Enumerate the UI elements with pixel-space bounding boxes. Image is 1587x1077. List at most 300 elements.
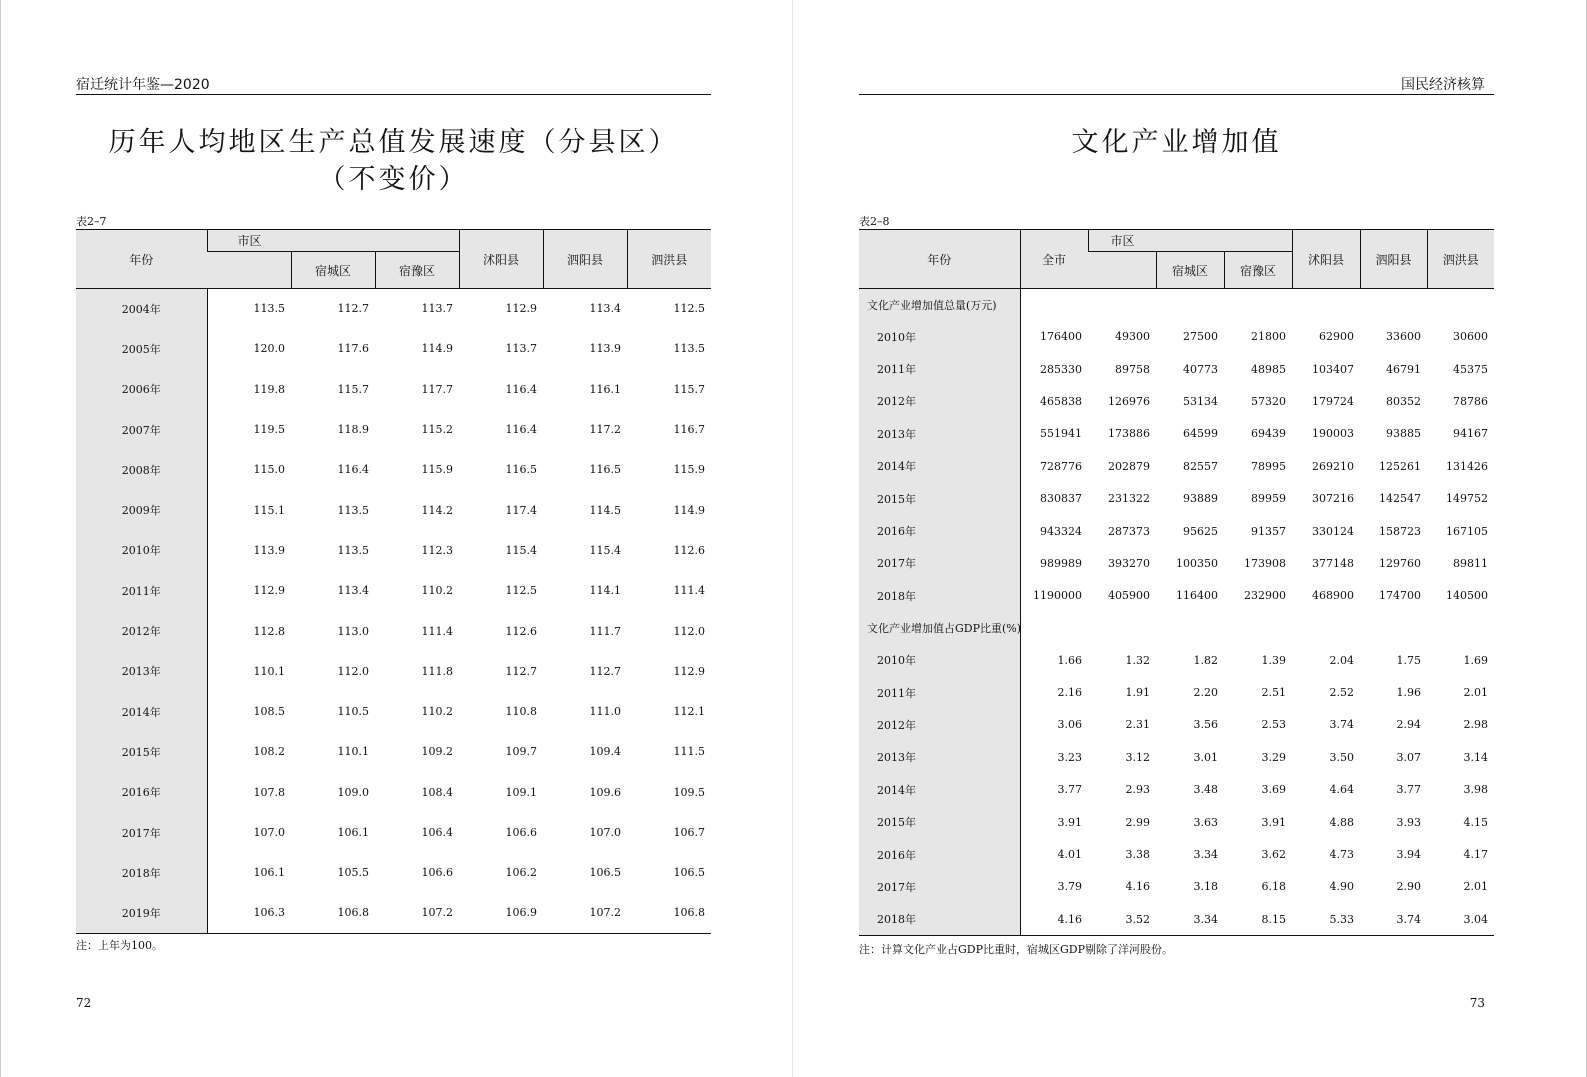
culture-industry-table — [859, 229, 1494, 936]
cell-value: 112.9 — [673, 664, 706, 678]
cell-value: 142547 — [1379, 492, 1421, 506]
cell-value: 115.4 — [505, 543, 538, 557]
cell-value: 115.9 — [673, 463, 706, 477]
section-row — [859, 612, 1494, 644]
growth-rate-table — [76, 229, 711, 934]
cell-value: 106.1 — [337, 826, 369, 839]
cell-value: 4.64 — [1329, 783, 1354, 797]
table-row — [76, 853, 711, 893]
row-year: 2017年 — [859, 547, 1020, 579]
cell-value: 116.1 — [589, 382, 622, 396]
cell-value: 106.5 — [673, 866, 706, 880]
cell-value: 125261 — [1379, 459, 1421, 473]
cell-value: 465838 — [1040, 394, 1082, 408]
page-title-right: 文化产业增加值 — [1071, 127, 1282, 158]
header-shuyang: 沭阳县 — [459, 230, 543, 289]
cell-value: 231322 — [1108, 492, 1150, 506]
cell-value: 113.9 — [589, 342, 622, 356]
cell-value: 116.4 — [505, 423, 538, 437]
cell-value: 116400 — [1176, 589, 1218, 603]
cell-value: 119.8 — [253, 382, 285, 396]
cell-value: 4.15 — [1463, 815, 1488, 829]
cell-value: 113.7 — [505, 342, 538, 356]
table-row — [859, 838, 1494, 870]
cell-value: 115.0 — [253, 463, 285, 477]
table-note-left: 注：上年为100。 — [76, 939, 163, 952]
cell-value: 405900 — [1108, 589, 1150, 603]
cell-value: 5.33 — [1292, 903, 1360, 935]
cell-value: 2.98 — [1463, 718, 1488, 732]
cell-value: 113.5 — [337, 543, 369, 557]
cell-value: 149752 — [1446, 492, 1488, 506]
cell-value: 3.01 — [1193, 750, 1218, 764]
table-row — [859, 385, 1494, 417]
section-label: 文化产业增加值占GDP比重(%) — [859, 612, 1020, 644]
cell-value: 93885 — [1386, 427, 1421, 441]
cell-value: 113.5 — [337, 503, 369, 517]
cell-value: 112.0 — [673, 624, 706, 638]
cell-value: 110.2 — [421, 705, 454, 719]
cell-value: 111.0 — [589, 705, 622, 719]
table-row — [76, 450, 711, 490]
cell-value: 551941 — [1040, 427, 1082, 441]
row-year: 2014年 — [859, 450, 1020, 482]
row-year: 2012年 — [859, 709, 1020, 741]
cell-value: 4.88 — [1329, 815, 1354, 829]
table-row — [76, 409, 711, 449]
cell-value: 112.6 — [673, 543, 706, 557]
cell-value: 3.63 — [1193, 815, 1218, 829]
cell-value: 109.0 — [337, 785, 369, 799]
table-row — [76, 651, 711, 691]
cell-value: 112.5 — [505, 584, 538, 598]
cell-value: 269210 — [1312, 459, 1354, 473]
cell-value: 3.93 — [1396, 815, 1421, 829]
cell-value: 82557 — [1183, 459, 1218, 473]
table-row — [76, 530, 711, 570]
table-row — [859, 871, 1494, 903]
cell-value: 89811 — [1453, 556, 1488, 570]
cell-value: 111.4 — [673, 584, 706, 598]
cell-value: 728776 — [1040, 459, 1082, 473]
header-rule-left — [76, 94, 711, 95]
row-year: 2012年 — [859, 385, 1020, 417]
cell-value: 110.8 — [505, 705, 538, 719]
cell-value: 3.48 — [1193, 783, 1218, 797]
cell-value: 106.5 — [589, 866, 622, 880]
table-row — [859, 418, 1494, 450]
cell-value: 108.2 — [253, 745, 285, 759]
table-number-left: 表2–7 — [76, 215, 107, 228]
cell-value: 2.31 — [1125, 718, 1150, 732]
cell-value: 330124 — [1312, 524, 1354, 538]
row-year: 2014年 — [76, 691, 207, 731]
cell-value: 116.5 — [589, 463, 622, 477]
cell-value: 113.0 — [337, 624, 369, 638]
cell-value: 179724 — [1312, 394, 1354, 408]
table-row — [859, 806, 1494, 838]
cell-value: 107.0 — [253, 826, 285, 839]
cell-value: 117.4 — [505, 503, 538, 517]
cell-value: 3.94 — [1396, 848, 1421, 862]
row-year: 2016年 — [859, 515, 1020, 547]
cell-value: 93889 — [1183, 492, 1218, 506]
cell-value: 112.6 — [505, 624, 538, 638]
cell-value: 111.5 — [673, 745, 706, 759]
section-blank — [1020, 289, 1494, 321]
cell-value: 48985 — [1251, 362, 1286, 376]
row-year: 2011年 — [859, 353, 1020, 385]
cell-value: 2.01 — [1463, 686, 1488, 700]
cell-value: 2.16 — [1057, 686, 1082, 700]
cell-value: 3.04 — [1427, 903, 1494, 935]
cell-value: 40773 — [1183, 362, 1218, 376]
cell-value: 2.20 — [1193, 686, 1218, 700]
cell-value: 78995 — [1251, 459, 1286, 473]
cell-value: 62900 — [1319, 330, 1354, 344]
page-title-left — [76, 124, 711, 198]
row-year: 2016年 — [859, 838, 1020, 870]
cell-value: 114.9 — [421, 342, 454, 356]
cell-value: 190003 — [1312, 427, 1354, 441]
cell-value: 3.18 — [1193, 880, 1218, 894]
cell-value: 117.6 — [337, 342, 369, 356]
header-city-total-blank — [207, 252, 291, 289]
cell-value: 110.1 — [253, 664, 285, 678]
cell-value: 3.91 — [1057, 815, 1082, 829]
cell-value: 53134 — [1183, 394, 1218, 408]
cell-value: 109.4 — [589, 745, 622, 759]
table-row — [76, 611, 711, 651]
cell-value: 2.99 — [1125, 815, 1150, 829]
header-shuyang: 沭阳县 — [1292, 230, 1360, 289]
cell-value: 3.07 — [1396, 750, 1421, 764]
row-year: 2004年 — [76, 289, 207, 329]
table-row — [76, 571, 711, 611]
cell-value: 106.2 — [505, 866, 538, 880]
cell-value: 89959 — [1251, 492, 1286, 506]
cell-value: 120.0 — [253, 342, 285, 356]
cell-value: 3.77 — [1396, 783, 1421, 797]
cell-value: 285330 — [1040, 362, 1082, 376]
row-year: 2018年 — [859, 580, 1020, 612]
row-year: 2017年 — [76, 812, 207, 852]
cell-value: 830837 — [1040, 492, 1082, 506]
header-city: 市区 — [207, 230, 459, 252]
table-row — [76, 691, 711, 731]
cell-value: 94167 — [1453, 427, 1488, 441]
cell-value: 112.5 — [673, 302, 706, 316]
row-year: 2011年 — [859, 676, 1020, 708]
cell-value: 173908 — [1244, 556, 1286, 570]
cell-value: 943324 — [1040, 524, 1082, 538]
cell-value: 106.8 — [291, 893, 375, 933]
cell-value: 57320 — [1251, 394, 1286, 408]
cell-value: 113.7 — [421, 302, 454, 316]
cell-value: 106.7 — [673, 826, 706, 839]
cell-value: 105.5 — [337, 866, 369, 880]
cell-value: 100350 — [1176, 556, 1218, 570]
table-row — [859, 321, 1494, 353]
cell-value: 287373 — [1108, 524, 1150, 538]
cell-value: 158723 — [1379, 524, 1421, 538]
row-year: 2008年 — [76, 450, 207, 490]
cell-value: 115.7 — [673, 382, 706, 396]
cell-value: 113.4 — [589, 302, 622, 316]
cell-value: 3.77 — [1057, 783, 1082, 797]
row-year: 2010年 — [859, 644, 1020, 676]
running-head-left: 宿迁统计年鉴—2020 — [76, 77, 210, 93]
table-row — [859, 774, 1494, 806]
cell-value: 1.32 — [1125, 653, 1150, 667]
cell-value: 116.5 — [505, 463, 538, 477]
cell-value: 80352 — [1386, 394, 1421, 408]
cell-value: 107.2 — [543, 893, 627, 933]
cell-value: 173886 — [1108, 427, 1150, 441]
cell-value: 107.8 — [253, 785, 285, 799]
row-year: 2015年 — [76, 732, 207, 772]
row-year: 2006年 — [76, 369, 207, 409]
table-row — [859, 547, 1494, 579]
row-year: 2017年 — [859, 871, 1020, 903]
cell-value: 110.2 — [421, 584, 454, 598]
running-head-right: 国民经济核算 — [1401, 77, 1485, 93]
table-row — [76, 772, 711, 812]
row-year: 2013年 — [859, 741, 1020, 773]
row-year: 2005年 — [76, 329, 207, 369]
cell-value: 377148 — [1312, 556, 1354, 570]
cell-value: 4.90 — [1329, 880, 1354, 894]
cell-value: 1190000 — [1033, 589, 1082, 603]
table-row — [76, 329, 711, 369]
cell-value: 114.2 — [421, 503, 454, 517]
header-year: 年份 — [859, 230, 1020, 289]
cell-value: 89758 — [1115, 362, 1150, 376]
cell-value: 119.5 — [253, 423, 285, 437]
row-year: 2013年 — [859, 418, 1020, 450]
cell-value: 3.50 — [1329, 750, 1354, 764]
cell-value: 49300 — [1115, 330, 1150, 344]
row-year: 2007年 — [76, 409, 207, 449]
cell-value: 2.52 — [1329, 686, 1354, 700]
cell-value: 106.8 — [627, 893, 711, 933]
table-row — [76, 812, 711, 852]
cell-value: 112.9 — [253, 584, 285, 598]
cell-value: 106.6 — [421, 866, 454, 880]
cell-value: 3.79 — [1057, 880, 1082, 894]
cell-value: 115.7 — [337, 382, 369, 396]
cell-value: 115.4 — [589, 543, 622, 557]
table-row — [859, 353, 1494, 385]
table-row — [76, 893, 711, 933]
cell-value: 114.1 — [589, 584, 622, 598]
row-year: 2009年 — [76, 490, 207, 530]
cell-value: 21800 — [1251, 330, 1286, 344]
header-whole-city: 全市 — [1020, 230, 1088, 289]
cell-value: 114.9 — [673, 503, 706, 517]
cell-value: 30600 — [1453, 330, 1488, 344]
cell-value: 3.52 — [1088, 903, 1156, 935]
cell-value: 1.96 — [1396, 686, 1421, 700]
cell-value: 117.7 — [421, 382, 454, 396]
row-year: 2015年 — [859, 806, 1020, 838]
table-row — [76, 289, 711, 329]
cell-value: 106.4 — [421, 826, 454, 839]
cell-value: 3.14 — [1463, 750, 1488, 764]
cell-value: 111.4 — [421, 624, 454, 638]
cell-value: 4.01 — [1057, 848, 1082, 862]
cell-value: 1.75 — [1396, 653, 1421, 667]
table-number-right: 表2–8 — [859, 215, 890, 228]
cell-value: 118.9 — [337, 423, 369, 437]
header-city: 市区 — [1088, 230, 1292, 252]
cell-value: 117.2 — [589, 423, 622, 437]
table-row — [76, 369, 711, 409]
cell-value: 126976 — [1108, 394, 1150, 408]
cell-value: 176400 — [1040, 330, 1082, 344]
cell-value: 1.69 — [1463, 653, 1488, 667]
cell-value: 78786 — [1453, 394, 1488, 408]
section-row — [859, 289, 1494, 321]
cell-value: 3.98 — [1463, 783, 1488, 797]
cell-value: 114.5 — [589, 503, 622, 517]
header-siyang: 泗阳县 — [1360, 230, 1427, 289]
cell-value: 129760 — [1379, 556, 1421, 570]
cell-value: 109.7 — [505, 745, 538, 759]
header-year: 年份 — [76, 230, 207, 289]
right-page — [793, 0, 1587, 1077]
cell-value: 2.04 — [1329, 653, 1354, 667]
table-note-right: 注：计算文化产业占GDP比重时，宿城区GDP剔除了洋河股份。 — [859, 943, 1174, 956]
cell-value: 108.5 — [253, 705, 285, 719]
header-rule-right — [859, 94, 1494, 95]
cell-value: 3.38 — [1125, 848, 1150, 862]
cell-value: 3.74 — [1329, 718, 1354, 732]
cell-value: 109.2 — [421, 745, 454, 759]
cell-value: 109.1 — [505, 785, 538, 799]
cell-value: 6.18 — [1261, 880, 1286, 894]
row-year: 2018年 — [859, 903, 1020, 935]
row-year: 2012年 — [76, 611, 207, 651]
cell-value: 108.4 — [421, 785, 454, 799]
cell-value: 107.2 — [375, 893, 459, 933]
header-sucheng: 宿城区 — [1156, 252, 1224, 289]
cell-value: 64599 — [1183, 427, 1218, 441]
cell-value: 140500 — [1446, 589, 1488, 603]
cell-value: 33600 — [1386, 330, 1421, 344]
page-number-right: 73 — [1469, 996, 1485, 1010]
cell-value: 167105 — [1446, 524, 1488, 538]
table-row — [859, 709, 1494, 741]
cell-value: 116.7 — [673, 423, 706, 437]
table-row — [859, 676, 1494, 708]
cell-value: 2.94 — [1396, 718, 1421, 732]
cell-value: 113.5 — [673, 342, 706, 356]
cell-value: 46791 — [1386, 362, 1421, 376]
left-page — [0, 0, 793, 1077]
cell-value: 3.62 — [1261, 848, 1286, 862]
cell-value: 131426 — [1446, 459, 1488, 473]
cell-value: 45375 — [1453, 362, 1488, 376]
cell-value: 27500 — [1183, 330, 1218, 344]
cell-value: 69439 — [1251, 427, 1286, 441]
header-city-total-blank — [1088, 252, 1156, 289]
cell-value: 111.8 — [421, 664, 454, 678]
cell-value: 3.56 — [1193, 718, 1218, 732]
cell-value: 3.34 — [1193, 848, 1218, 862]
header-suyu: 宿豫区 — [1224, 252, 1292, 289]
header-sucheng: 宿城区 — [291, 252, 375, 289]
cell-value: 3.29 — [1261, 750, 1286, 764]
table-row — [859, 741, 1494, 773]
cell-value: 106.1 — [253, 866, 285, 880]
cell-value: 110.1 — [337, 745, 369, 759]
cell-value: 4.16 — [1125, 880, 1150, 894]
cell-value: 2.51 — [1261, 686, 1286, 700]
table-row — [859, 580, 1494, 612]
cell-value: 116.4 — [505, 382, 538, 396]
cell-value: 4.16 — [1020, 903, 1088, 935]
header-sihong: 泗洪县 — [627, 230, 711, 289]
cell-value: 3.34 — [1156, 903, 1224, 935]
cell-value: 112.8 — [253, 624, 285, 638]
cell-value: 112.3 — [421, 543, 454, 557]
cell-value: 107.0 — [589, 826, 622, 839]
table-row — [859, 903, 1494, 935]
table-row — [76, 490, 711, 530]
cell-value: 989989 — [1040, 556, 1082, 570]
row-year: 2010年 — [76, 530, 207, 570]
header-sihong: 泗洪县 — [1427, 230, 1494, 289]
cell-value: 4.73 — [1329, 848, 1354, 862]
table-row — [859, 450, 1494, 482]
page-number-left: 72 — [76, 996, 92, 1010]
cell-value: 112.9 — [505, 302, 538, 316]
cell-value: 174700 — [1379, 589, 1421, 603]
cell-value: 109.5 — [673, 785, 706, 799]
row-year: 2011年 — [76, 571, 207, 611]
cell-value: 115.9 — [421, 463, 454, 477]
cell-value: 3.06 — [1057, 718, 1082, 732]
cell-value: 103407 — [1312, 362, 1354, 376]
table-row — [859, 515, 1494, 547]
cell-value: 2.90 — [1396, 880, 1421, 894]
cell-value: 1.66 — [1057, 653, 1082, 667]
row-year: 2018年 — [76, 853, 207, 893]
section-blank — [1020, 612, 1494, 644]
cell-value: 95625 — [1183, 524, 1218, 538]
cell-value: 3.12 — [1125, 750, 1150, 764]
cell-value: 3.23 — [1057, 750, 1082, 764]
header-siyang: 泗阳县 — [543, 230, 627, 289]
table-row — [76, 732, 711, 772]
cell-value: 113.9 — [253, 543, 285, 557]
cell-value: 115.1 — [253, 503, 285, 517]
cell-value: 232900 — [1244, 589, 1286, 603]
row-year: 2016年 — [76, 772, 207, 812]
cell-value: 2.53 — [1261, 718, 1286, 732]
row-year: 2019年 — [76, 893, 207, 933]
cell-value: 3.74 — [1360, 903, 1427, 935]
cell-value: 1.82 — [1193, 653, 1218, 667]
cell-value: 112.7 — [505, 664, 538, 678]
cell-value: 2.93 — [1125, 783, 1150, 797]
cell-value: 4.17 — [1463, 848, 1488, 862]
cell-value: 106.6 — [505, 826, 538, 839]
cell-value: 113.5 — [253, 302, 285, 316]
row-year: 2013年 — [76, 651, 207, 691]
cell-value: 2.01 — [1463, 880, 1488, 894]
